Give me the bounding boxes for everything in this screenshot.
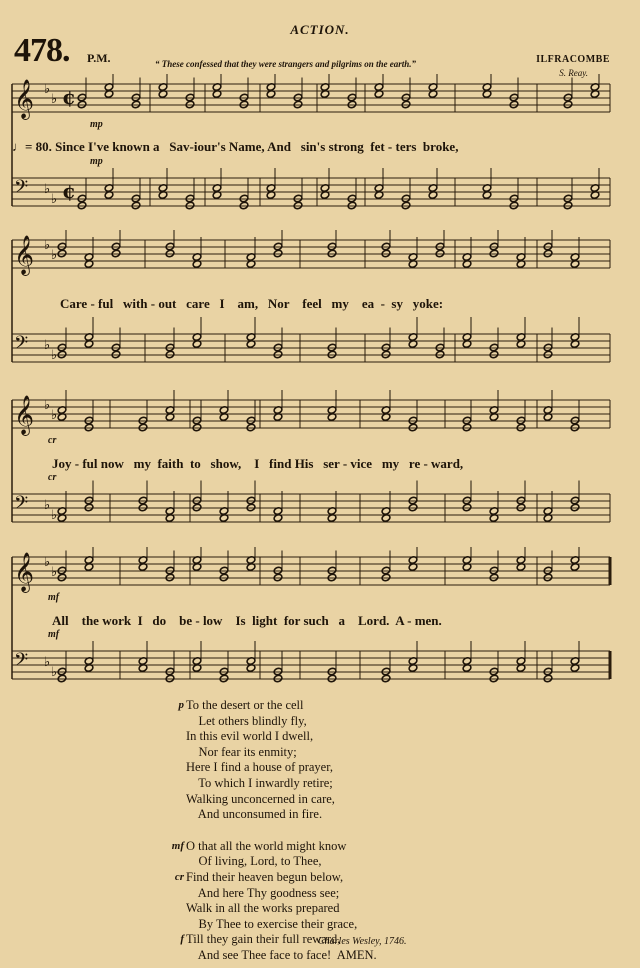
composer: S. Reay. <box>559 68 588 78</box>
verse-line <box>174 869 377 886</box>
verse-text: Walk in all the works prepared <box>186 901 340 916</box>
dynamic-marking: cr <box>48 435 57 446</box>
verse-text: By Thee to exercise their grace, <box>186 916 358 931</box>
verse-text: In this evil world I dwell, <box>186 729 314 744</box>
treble-clef-icon: 𝄞 <box>14 395 35 435</box>
tune-name: ILFRACOMBE <box>536 54 610 65</box>
meter: P.M. <box>87 51 111 65</box>
dynamic-marking: p <box>178 699 184 711</box>
lyric-text: All the work I do be - low Is light for such a Lord. A - men. <box>52 613 442 628</box>
flat-icon: ♭ <box>44 655 51 670</box>
flat-icon: ♭ <box>44 498 51 513</box>
verse-line <box>186 886 377 902</box>
verse-line <box>186 948 377 964</box>
bass-clef-icon: 𝄢 <box>14 493 29 518</box>
flat-icon: ♭ <box>51 665 58 680</box>
flat-icon: ♭ <box>44 82 51 97</box>
author: Charles Wesley, 1746. <box>318 936 407 947</box>
dynamic-marking: mp <box>90 156 103 167</box>
epigraph: “ These confessed that they were strangers and pilgrims on the earth.” <box>155 59 417 69</box>
verse-line <box>186 714 377 730</box>
hymn-number: 478. <box>14 32 70 69</box>
treble-clef-icon: 𝄞 <box>14 79 35 119</box>
lyric-text: Since I've known a Sav-iour's Name, And sin's strong fet - ters broke, <box>55 139 459 154</box>
common-time-icon: ¢ <box>62 179 76 203</box>
lyric-text: Joy - ful now my faith to show, I find His ser - vice my re - ward, <box>52 456 464 471</box>
section-title: ACTION. <box>290 22 350 37</box>
dynamic-marking: f <box>180 933 184 946</box>
verse-text: Here I find a house of prayer, <box>186 760 334 775</box>
verse-line <box>186 854 377 870</box>
verse-line <box>186 729 377 745</box>
flat-icon: ♭ <box>51 508 58 523</box>
flat-icon: ♭ <box>44 398 51 413</box>
verse-line <box>178 698 377 714</box>
flat-icon: ♭ <box>51 348 58 363</box>
flat-icon: ♭ <box>51 408 58 423</box>
verses <box>171 698 377 964</box>
flat-icon: ♭ <box>51 92 58 107</box>
verse-line <box>186 917 377 933</box>
verse-line <box>186 745 377 761</box>
dynamic-marking: mf <box>48 629 60 640</box>
treble-clef-icon: 𝄞 <box>14 552 35 592</box>
dynamic-marking: mp <box>90 119 103 130</box>
verse-line <box>186 807 377 823</box>
flat-icon: ♭ <box>51 248 58 263</box>
bass-clef-icon: 𝄢 <box>14 650 29 675</box>
verse-line <box>186 760 377 776</box>
dynamic-marking: mf <box>171 839 184 852</box>
verse-text: Walking unconcerned in care, <box>186 791 335 806</box>
verse-text: O that all the world might know <box>186 838 347 853</box>
verse-text: Find their heaven begun below, <box>186 869 344 884</box>
bass-clef-icon: 𝄢 <box>14 177 29 202</box>
lyric-line <box>52 456 640 472</box>
flat-icon: ♭ <box>44 238 51 253</box>
verse-text: To the desert or the cell <box>186 698 304 712</box>
verse-text: To which I inwardly retire; <box>186 775 333 790</box>
verse-text: Till they gain their full reward, <box>186 932 341 947</box>
flat-icon: ♭ <box>51 192 58 207</box>
verse-text: And unconsumed in fire. <box>186 807 323 822</box>
verse-text: Let others blindly fly, <box>186 713 307 728</box>
verse-text: Nor fear its enmity; <box>186 744 297 759</box>
verse-line <box>186 776 377 792</box>
dynamic-marking: cr <box>48 472 57 483</box>
flat-icon: ♭ <box>44 555 51 570</box>
lyric-line <box>60 296 640 312</box>
verse-text: And here Thy goodness see; <box>186 885 340 900</box>
verse-text: Of living, Lord, to Thee, <box>186 854 322 869</box>
lyric-text: Care - ful with - out care I am, Nor feel my ea - sy yoke: <box>60 296 444 311</box>
lyric-line <box>52 613 640 629</box>
verse-line <box>186 901 377 917</box>
verse-text: And see Thee face to face! AMEN. <box>186 947 377 962</box>
lyric-line <box>12 139 617 155</box>
verse-line <box>186 792 377 808</box>
dynamic-marking: cr <box>174 870 184 883</box>
bass-clef-icon: 𝄢 <box>14 333 29 358</box>
verse-stanza <box>178 698 377 823</box>
tempo-marking: ♩= 80. <box>12 139 56 154</box>
flat-icon: ♭ <box>44 338 51 353</box>
verse-stanza <box>171 838 377 870</box>
flat-icon: ♭ <box>51 565 58 580</box>
treble-clef-icon: 𝄞 <box>14 235 35 275</box>
common-time-icon: ¢ <box>62 85 76 109</box>
verse-line <box>171 838 377 855</box>
flat-icon: ♭ <box>44 182 51 197</box>
dynamic-marking: mf <box>48 592 60 603</box>
verse-stanza <box>174 869 377 932</box>
